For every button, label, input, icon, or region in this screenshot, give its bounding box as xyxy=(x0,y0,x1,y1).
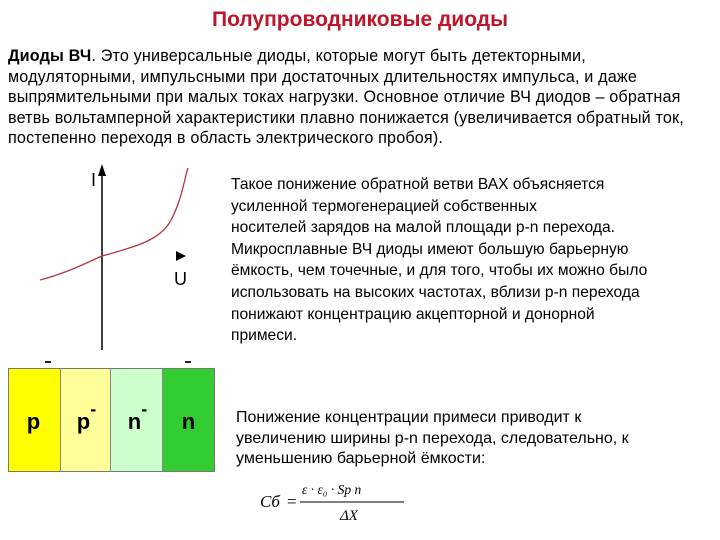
intro-heading: Диоды ВЧ xyxy=(8,47,92,65)
explanation-line: ёмкость, чем точечные, и для того, чтобы их можно было xyxy=(231,262,648,280)
intro-paragraph xyxy=(8,46,714,149)
y-axis-arrow xyxy=(98,164,106,176)
explanation-paragraph xyxy=(231,174,717,347)
formula-denominator: ΔX xyxy=(340,508,358,524)
barrier-capacitance-formula xyxy=(254,478,424,528)
n-minus-superscript: - xyxy=(141,399,148,419)
n-region-label: n xyxy=(181,409,196,434)
p-minus-region-label: p xyxy=(76,409,91,434)
conclusion-line: увеличению ширины p-n перехода, следовательно, к xyxy=(236,429,629,447)
x-axis-label: U xyxy=(174,269,187,289)
x-axis-arrow xyxy=(176,251,186,261)
iv-characteristic-graph xyxy=(40,162,220,352)
formula-equals: = xyxy=(287,492,297,511)
n-region xyxy=(163,369,214,471)
formula-numerator: ε · ε₀ · Sp n xyxy=(302,482,362,497)
iv-curve xyxy=(40,168,188,280)
conclusion-line: Понижение концентрации примеси приводит к xyxy=(236,409,582,426)
n-minus-region-label: n xyxy=(127,409,142,434)
n-minus-region xyxy=(111,369,163,471)
explanation-line: носителей зарядов на малой площади p-n перехода. xyxy=(231,219,615,237)
slide-title: Полупроводниковые диоды xyxy=(211,8,509,31)
explanation-line: Такое понижение обратной ветви ВАХ объясняется xyxy=(231,176,605,193)
junction-tick-right xyxy=(185,361,191,363)
explanation-line: усиленной термогенерацией собственных xyxy=(231,197,537,215)
conclusion-line: уменьшению барьерной ёмкости: xyxy=(236,450,486,467)
explanation-line: примеси. xyxy=(231,327,298,345)
conclusion-paragraph xyxy=(236,408,716,470)
p-region xyxy=(9,369,61,471)
explanation-line: использовать на высоких частотах, вблизи p-n перехода xyxy=(231,283,640,301)
p-region-label: p xyxy=(26,409,41,434)
p-minus-region xyxy=(61,369,111,471)
explanation-line: Микросплавные ВЧ диоды имеют большую барьерную xyxy=(231,240,629,258)
explanation-line: понижают концентрацию акцепторной и донорной xyxy=(231,305,595,323)
junction-tick-left xyxy=(45,361,51,363)
formula-lhs: Cб xyxy=(260,492,280,511)
y-axis-label: I xyxy=(91,170,97,190)
pn-junction-diagram xyxy=(8,368,215,472)
intro-text: . Это универсальные диоды, которые могут быть детекторными, модуляторными, импульсными при достаточных длительностях импульса, и даже выпрямительными при малых токах нагрузки. Основное отличие ВЧ диодов – обратная ветвь вольтамперной характеристики плавно понижается (увеличивается обратный ток, постепенно переходя в область электрического пробоя). xyxy=(8,47,684,147)
p-minus-superscript: - xyxy=(90,399,97,419)
